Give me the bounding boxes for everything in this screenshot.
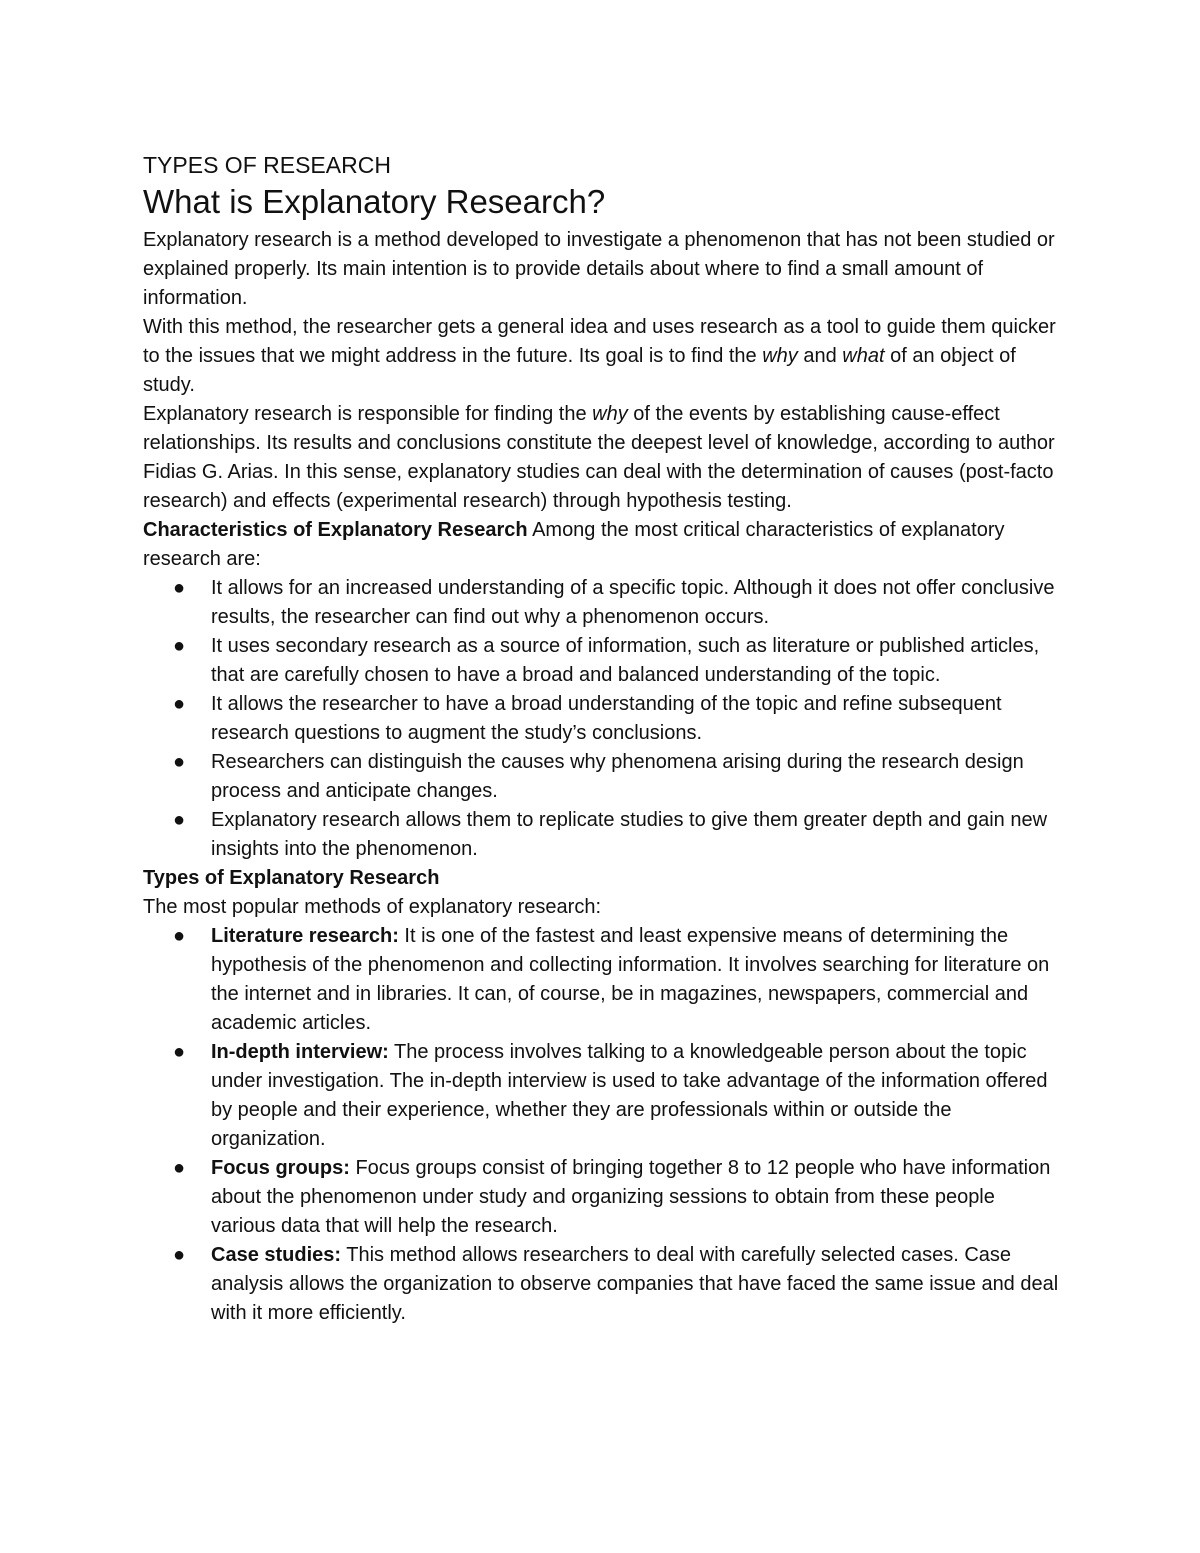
list-item xyxy=(173,574,1063,632)
bullet-icon: ● xyxy=(173,693,186,715)
intro-paragraph-3-text-2: of the events by establishing cause-effect relationships. Its results and conclusions constitute the deepest level of knowledge, according to author Fidias G. Arias. In this sense, explanatory studies can deal with the determination of causes (post-facto research) and effects (experimental research) through hypothesis testing. xyxy=(143,403,1055,512)
bullet-icon: ● xyxy=(173,925,186,947)
list-item-text: It allows for an increased understanding of a specific topic. Although it does not offer conclusive results, the researcher can find out why a phenomenon occurs. xyxy=(211,577,1055,628)
types-heading: Types of Explanatory Research xyxy=(143,867,440,889)
intro-paragraph-2-text-3: of an object of study. xyxy=(143,345,1016,396)
list-item-label: Case studies: xyxy=(211,1244,342,1266)
list-item-text: This method allows researchers to deal with carefully selected cases. Case analysis allows the organization to observe companies that have faced the same issue and deal with it more efficiently. xyxy=(211,1244,1059,1324)
document-page xyxy=(143,150,1063,1328)
intro-paragraph-2-emphasis-what: what xyxy=(842,345,885,367)
bullet-icon: ● xyxy=(173,751,186,773)
list-item xyxy=(173,748,1063,806)
bullet-icon: ● xyxy=(173,1244,186,1266)
list-item-text: It uses secondary research as a source of information, such as literature or published articles, that are carefully chosen to have a broad and balanced understanding of the topic. xyxy=(211,635,1040,686)
list-item xyxy=(173,1154,1063,1241)
bullet-icon: ● xyxy=(173,635,186,657)
list-item-text: The process involves talking to a knowledgeable person about the topic under investigation. The in-depth interview is used to take advantage of the information offered by people and their experience, whether they are professionals within or outside the organization. xyxy=(211,1041,1048,1150)
list-item-text: It is one of the fastest and least expensive means of determining the hypothesis of the phenomenon and collecting information. It involves searching for literature on the internet and in libraries. It can, of course, be in magazines, newspapers, commercial and academic articles. xyxy=(211,925,1050,1034)
list-item-text: Focus groups consist of bringing together 8 to 12 people who have information about the phenomenon under study and organizing sessions to obtain from these people various data that will help the research. xyxy=(211,1157,1051,1237)
characteristics-list xyxy=(143,574,1063,864)
list-item-label: Focus groups: xyxy=(211,1157,350,1179)
document-heading: TYPES OF RESEARCH xyxy=(143,152,391,178)
list-item xyxy=(173,1038,1063,1154)
intro-paragraph-1: Explanatory research is a method developed to investigate a phenomenon that has not been studied or explained properly. Its main intention is to provide details about where to find a small amount of information. xyxy=(143,229,1055,309)
bullet-icon: ● xyxy=(173,1041,186,1063)
intro-paragraph-3 xyxy=(143,400,1063,516)
characteristics-intro xyxy=(143,516,1063,574)
intro-paragraph-2-text-1: With this method, the researcher gets a general idea and uses research as a tool to guide them quicker to the issues that we might address in the future. Its goal is to find the xyxy=(143,316,1056,367)
list-item xyxy=(173,1241,1063,1328)
intro-paragraph-2-emphasis-why: why xyxy=(762,345,798,367)
list-item xyxy=(173,632,1063,690)
list-item-text: Researchers can distinguish the causes why phenomena arising during the research design process and anticipate changes. xyxy=(211,751,1024,802)
types-lead: The most popular methods of explanatory research: xyxy=(143,896,602,918)
types-list xyxy=(143,922,1063,1328)
list-item xyxy=(173,922,1063,1038)
characteristics-lead: Among the most critical characteristics of explanatory research are: xyxy=(143,519,1005,570)
list-item-label: In-depth interview: xyxy=(211,1041,389,1063)
bullet-icon: ● xyxy=(173,1157,186,1179)
list-item xyxy=(173,806,1063,864)
bullet-icon: ● xyxy=(173,809,186,831)
document-title: What is Explanatory Research? xyxy=(143,183,606,220)
list-item xyxy=(173,690,1063,748)
list-item-text: Explanatory research allows them to replicate studies to give them greater depth and gain new insights into the phenomenon. xyxy=(211,809,1048,860)
intro-paragraph-3-text-1: Explanatory research is responsible for finding the xyxy=(143,403,593,425)
intro-paragraph-2 xyxy=(143,313,1063,400)
list-item-text: It allows the researcher to have a broad understanding of the topic and refine subsequent research questions to augment the study’s conclusions. xyxy=(211,693,1002,744)
intro-paragraph-3-emphasis-why: why xyxy=(592,403,628,425)
bullet-icon: ● xyxy=(173,577,186,599)
intro-paragraph-2-text-2: and xyxy=(797,345,843,367)
list-item-label: Literature research: xyxy=(211,925,399,947)
characteristics-heading: Characteristics of Explanatory Research xyxy=(143,519,528,541)
